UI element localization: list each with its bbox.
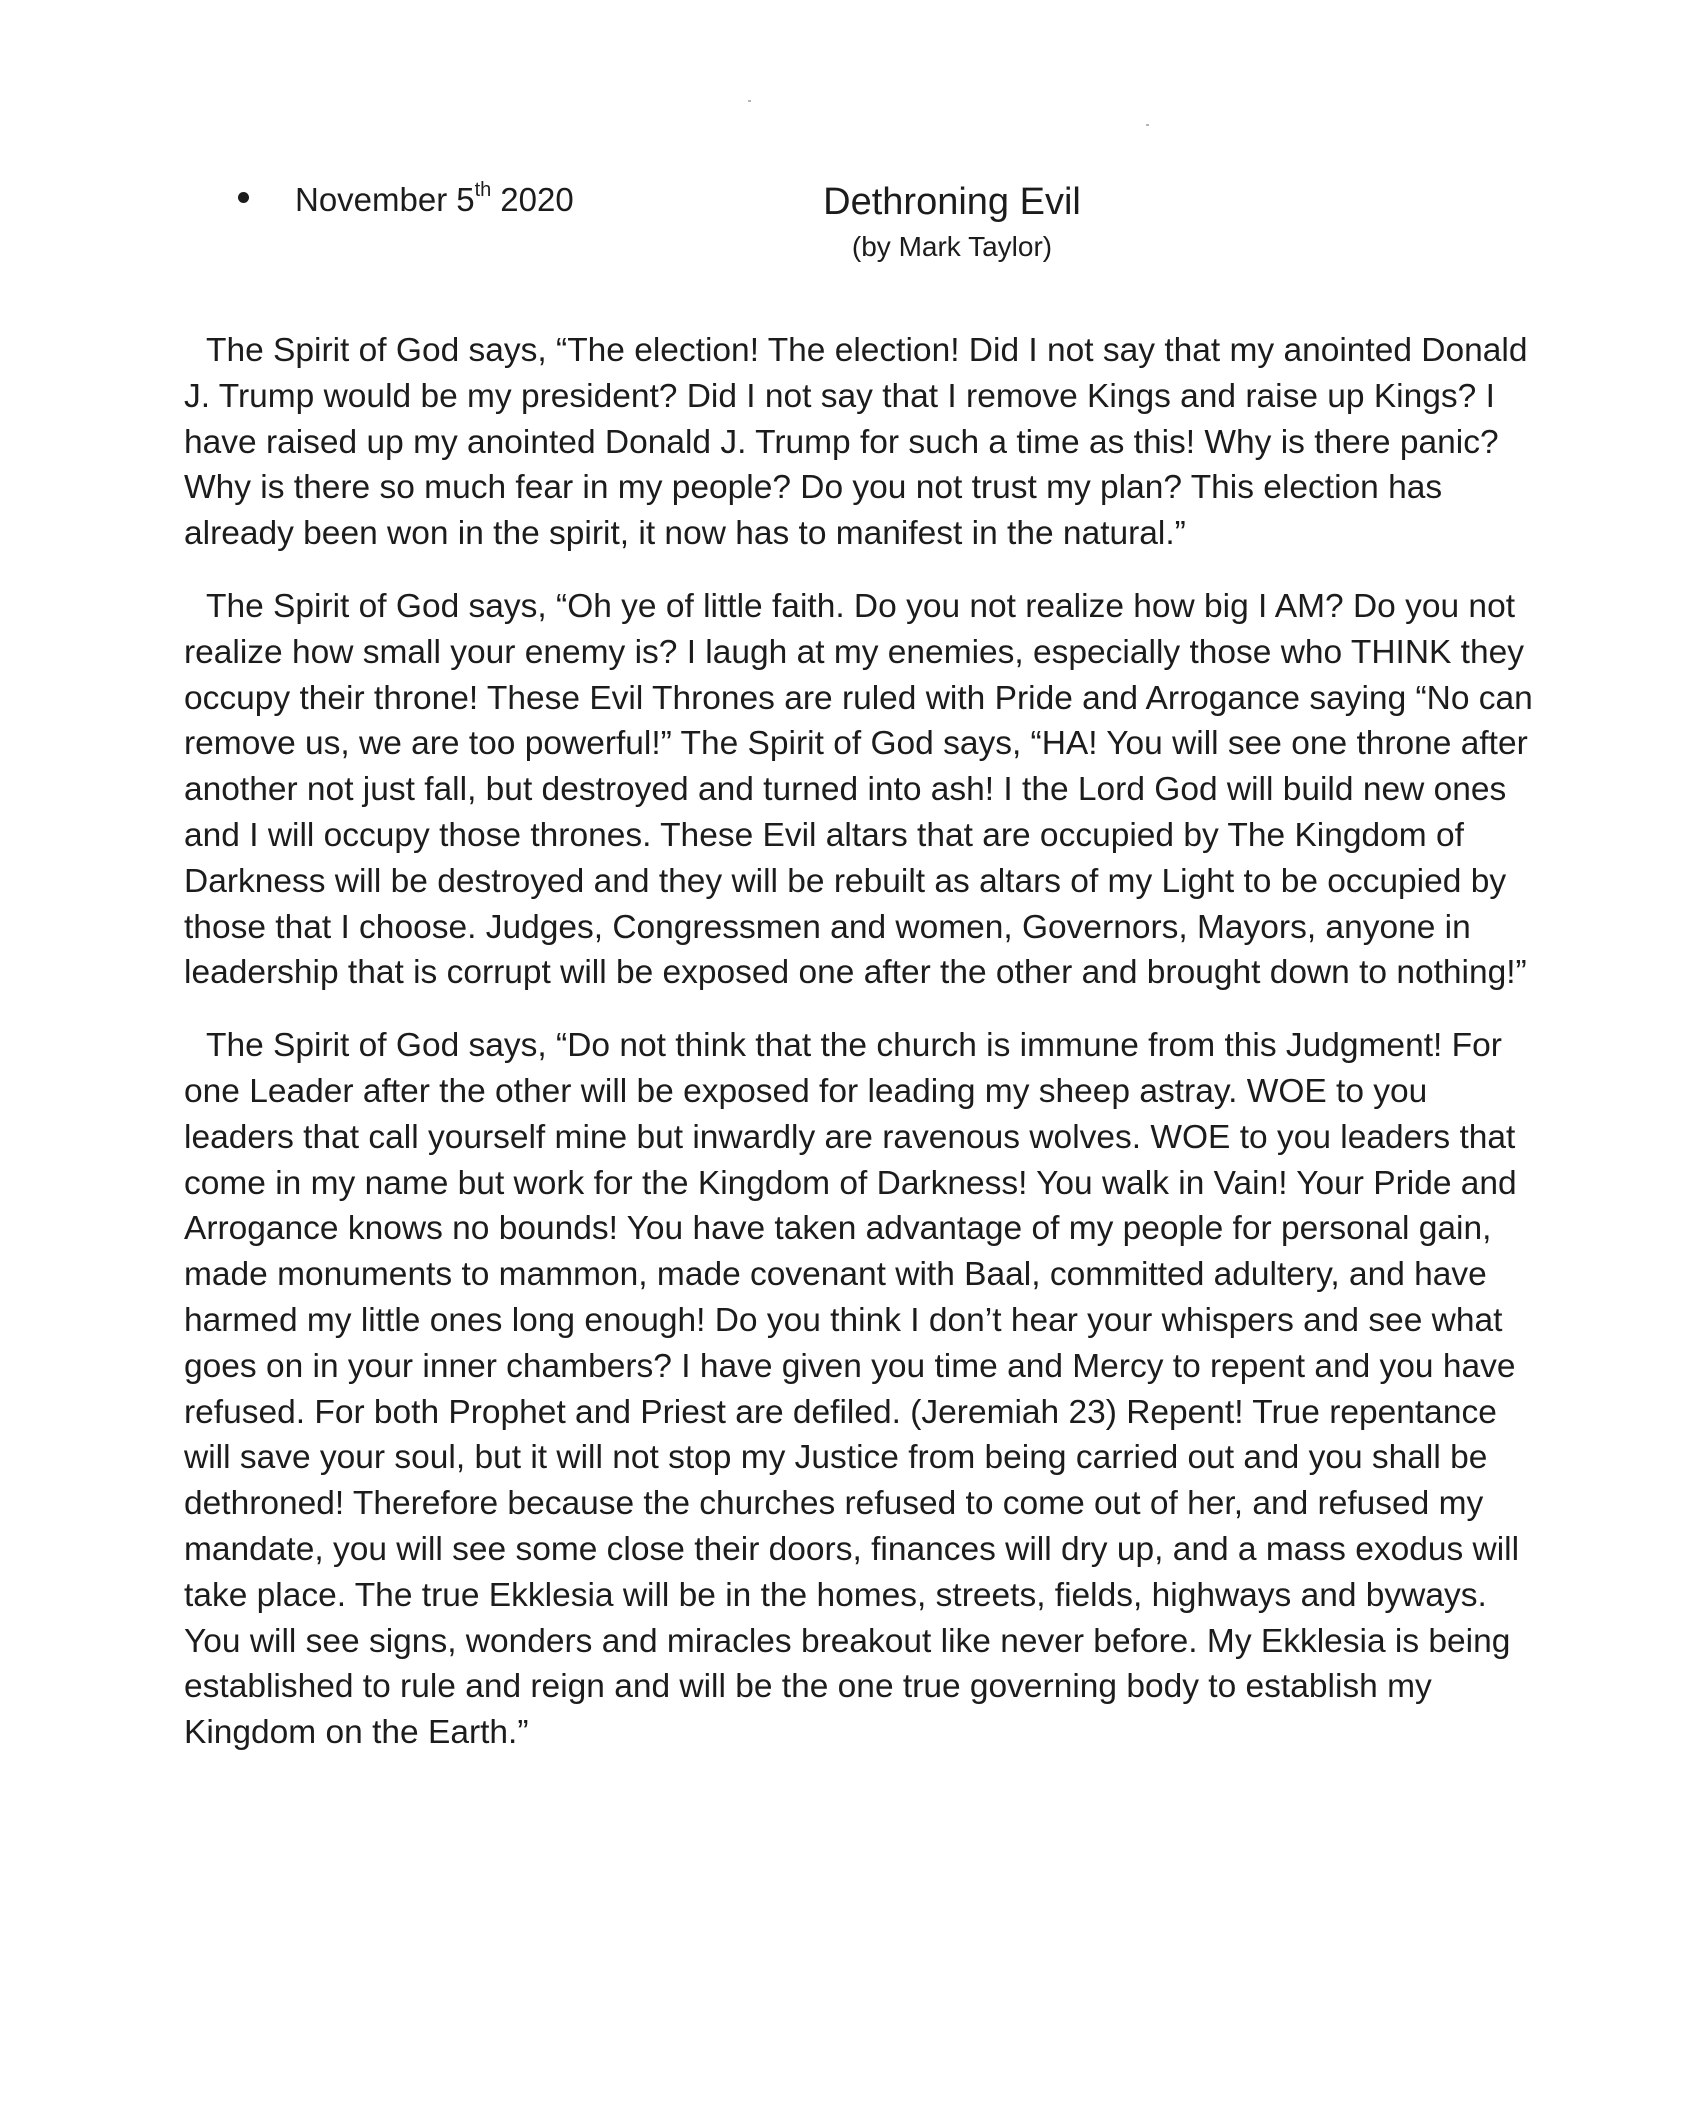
paragraph: The Spirit of God says, “Oh ye of little faith. Do you not realize how big I AM? Do you not realize how small your enemy is? I laugh at my enemies, especially those who THINK they occupy their throne! These Evil Thrones are ruled with Pride and Arrogance saying “No can remove us, we are too powerful!” The Spirit of God says, “HA! You will see one throne after another not just fall, but destroyed and turned into ash! I the Lord God will build new ones and I will occupy those thrones. These Evil altars that are occupied by The Kingdom of Darkness will be destroyed and they will be rebuilt as altars of my Light to be occupied by those that I choose. Judges, Congressmen and women, Governors, Mayors, anyone in leadership that is corrupt will be exposed one after the other and brought down to nothing!”	[184, 587, 1533, 992]
document-byline: (by Mark Taylor)	[851, 231, 1053, 262]
bullet-icon	[238, 192, 249, 203]
date-line	[238, 180, 574, 225]
document-title: Dethroning Evil	[823, 181, 1081, 223]
paragraph: The Spirit of God says, “Do not think that the church is immune from this Judgment! For one Leader after the other will be exposed for leading my sheep astray. WOE to you leaders that call yourself mine but inwardly are ravenous wolves. WOE to you leaders that come in my name but work for the Kingdom of Darkness! You walk in Vain! Your Pride and Arrogance knows no bounds! You have taken advantage of my people for personal gain, made monuments to mammon, made covenant with Baal, committed adultery, and have harmed my little ones long enough! Do you think I don’t hear your whispers and see what goes on in your inner chambers? I have given you time and Mercy to repent and you have refused. For both Prophet and Priest are defiled. (Jeremiah 23) Repent! True repentance will save your soul, but it will not stop my Justice from being carried out and you shall be dethroned! Therefore because the churches refused to come out of her, and refused my mandate, you will see some close their doors, finances will dry up, and a mass exodus will take place. The true Ekklesia will be in the homes, streets, fields, highways and byways. You will see signs, wonders and miracles breakout like never before. My Ekklesia is being established to rule and reign and will be the one true governing body to establish my Kingdom on the Earth.”	[184, 1027, 1520, 1752]
date-day: 5	[456, 181, 475, 218]
scan-speck	[1146, 124, 1149, 126]
date-year: 2020	[500, 181, 574, 218]
document-body	[184, 328, 1542, 1783]
scan-speck	[748, 100, 751, 102]
paragraph: The Spirit of God says, “The election! The election! Did I not say that my anointed Donald J. Trump would be my president? Did I not say that I remove Kings and raise up Kings? I have raised up my anointed Donald J. Trump for such a time as this! Why is there panic? Why is there so much fear in my people? Do you not trust my plan? This election has already been won in the spirit, it now has to manifest in the natural.”	[184, 332, 1528, 553]
date-month: November	[295, 181, 448, 218]
date-suffix: th	[474, 179, 492, 201]
